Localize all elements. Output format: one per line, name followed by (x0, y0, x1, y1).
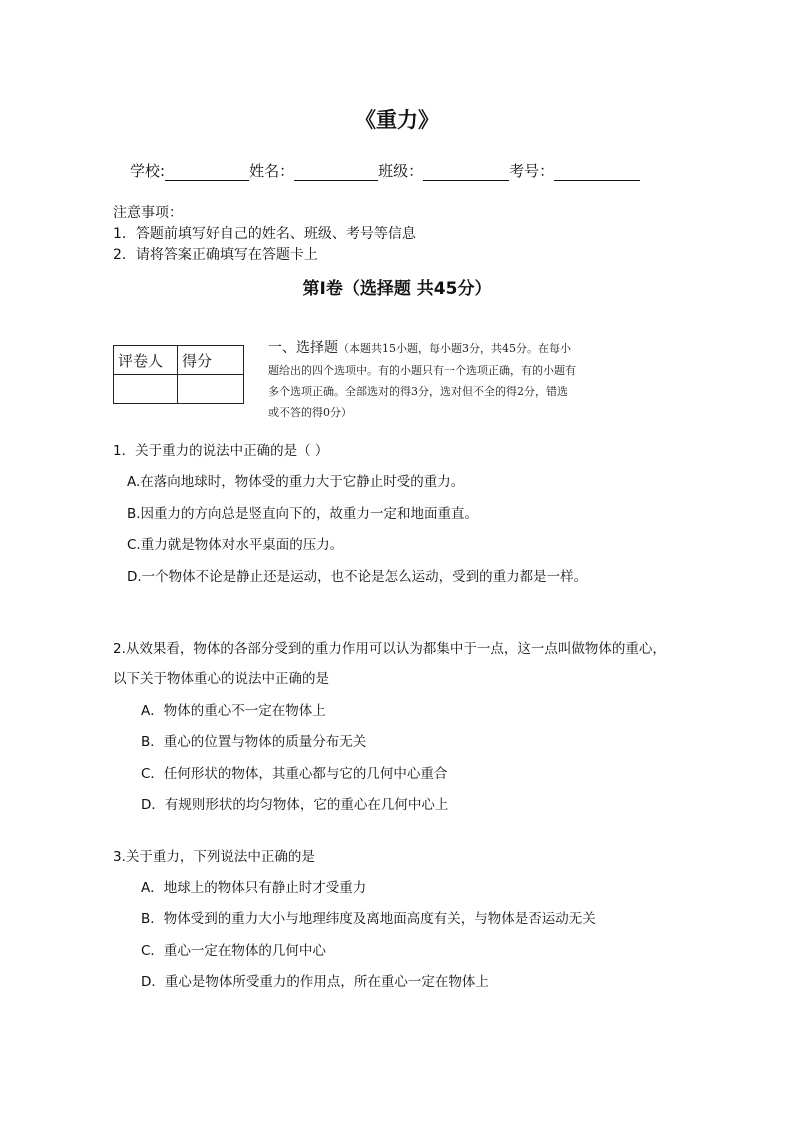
question-2-option-b[interactable]: B．重心的位置与物体的质量分布无关 (141, 734, 367, 750)
question-3-option-b[interactable]: B．物体受到的重力大小与地理纬度及离地面高度有关，与物体是否运动无关 (141, 911, 596, 927)
document-title: 《重力》 (355, 108, 439, 132)
part1-instructions-line-2: 题给出的四个选项中。有的小题只有一个选项正确，有的小题有 (268, 364, 576, 377)
name-blank[interactable] (294, 164, 378, 181)
score-table (113, 345, 244, 404)
score-cell[interactable] (178, 375, 244, 404)
question-1-stem: 1．关于重力的说法中正确的是（ ） (113, 443, 329, 459)
class-label: 班级： (378, 162, 424, 180)
question-1-option-b[interactable]: B.因重力的方向总是竖直向下的，故重力一定和地面重直。 (127, 506, 479, 522)
part1-instructions-line-1: （本题共15小题，每小题3分，共45分。在每小 (338, 342, 571, 355)
name-label: 姓名： (249, 162, 295, 180)
question-3-option-d[interactable]: D．重心是物体所受重力的作用点，所在重心一定在物体上 (141, 974, 489, 990)
question-2-stem-line-1: 2.从效果看，物体的各部分受到的重力作用可以认为都集中于一点，这一点叫做物体的重心， (113, 641, 666, 657)
part1-heading: 一、选择题 (268, 340, 338, 356)
student-info-line (130, 160, 640, 181)
question-3-stem: 3.关于重力，下列说法中正确的是 (113, 849, 315, 865)
reviewer-header: 评卷人 (114, 346, 178, 375)
question-2-option-c[interactable]: C．任何形状的物体，其重心都与它的几何中心重合 (141, 766, 448, 782)
question-1-option-d[interactable]: D.一个物体不论是静止还是运动，也不论是怎么运动，受到的重力都是一样。 (127, 569, 588, 585)
part1-instructions-line-4: 或不答的得0分） (268, 406, 352, 419)
notice-item-1: 1．答题前填写好自己的姓名、班级、考号等信息 (113, 226, 416, 242)
exam-no-blank[interactable] (554, 164, 640, 181)
reviewer-cell[interactable] (114, 375, 178, 404)
notice-heading: 注意事项： (113, 205, 183, 221)
score-header: 得分 (178, 346, 244, 375)
notice-item-2: 2．请将答案正确填写在答题卡上 (113, 247, 318, 263)
question-2-stem-line-2: 以下关于物体重心的说法中正确的是 (113, 671, 329, 687)
section-title: 第I卷（选择题 共45分） (302, 279, 492, 299)
question-3-option-a[interactable]: A．地球上的物体只有静止时才受重力 (141, 880, 367, 896)
part1-heading-line (268, 337, 571, 357)
question-3-option-c[interactable]: C．重心一定在物体的几何中心 (141, 943, 326, 959)
exam-no-label: 考号： (509, 162, 555, 180)
question-1-option-c[interactable]: C.重力就是物体对水平桌面的压力。 (127, 537, 344, 553)
class-blank[interactable] (423, 164, 509, 181)
question-2-option-a[interactable]: A．物体的重心不一定在物体上 (141, 703, 326, 719)
part1-instructions-line-3: 多个选项正确。全部选对的得3分，选对但不全的得2分，错选 (268, 385, 568, 398)
question-1-option-a[interactable]: A.在落向地球时，物体受的重力大于它静止时受的重力。 (127, 474, 465, 490)
school-blank[interactable] (165, 164, 249, 181)
question-2-option-d[interactable]: D．有规则形状的均匀物体，它的重心在几何中心上 (141, 797, 449, 813)
school-label: 学校: (130, 162, 166, 180)
